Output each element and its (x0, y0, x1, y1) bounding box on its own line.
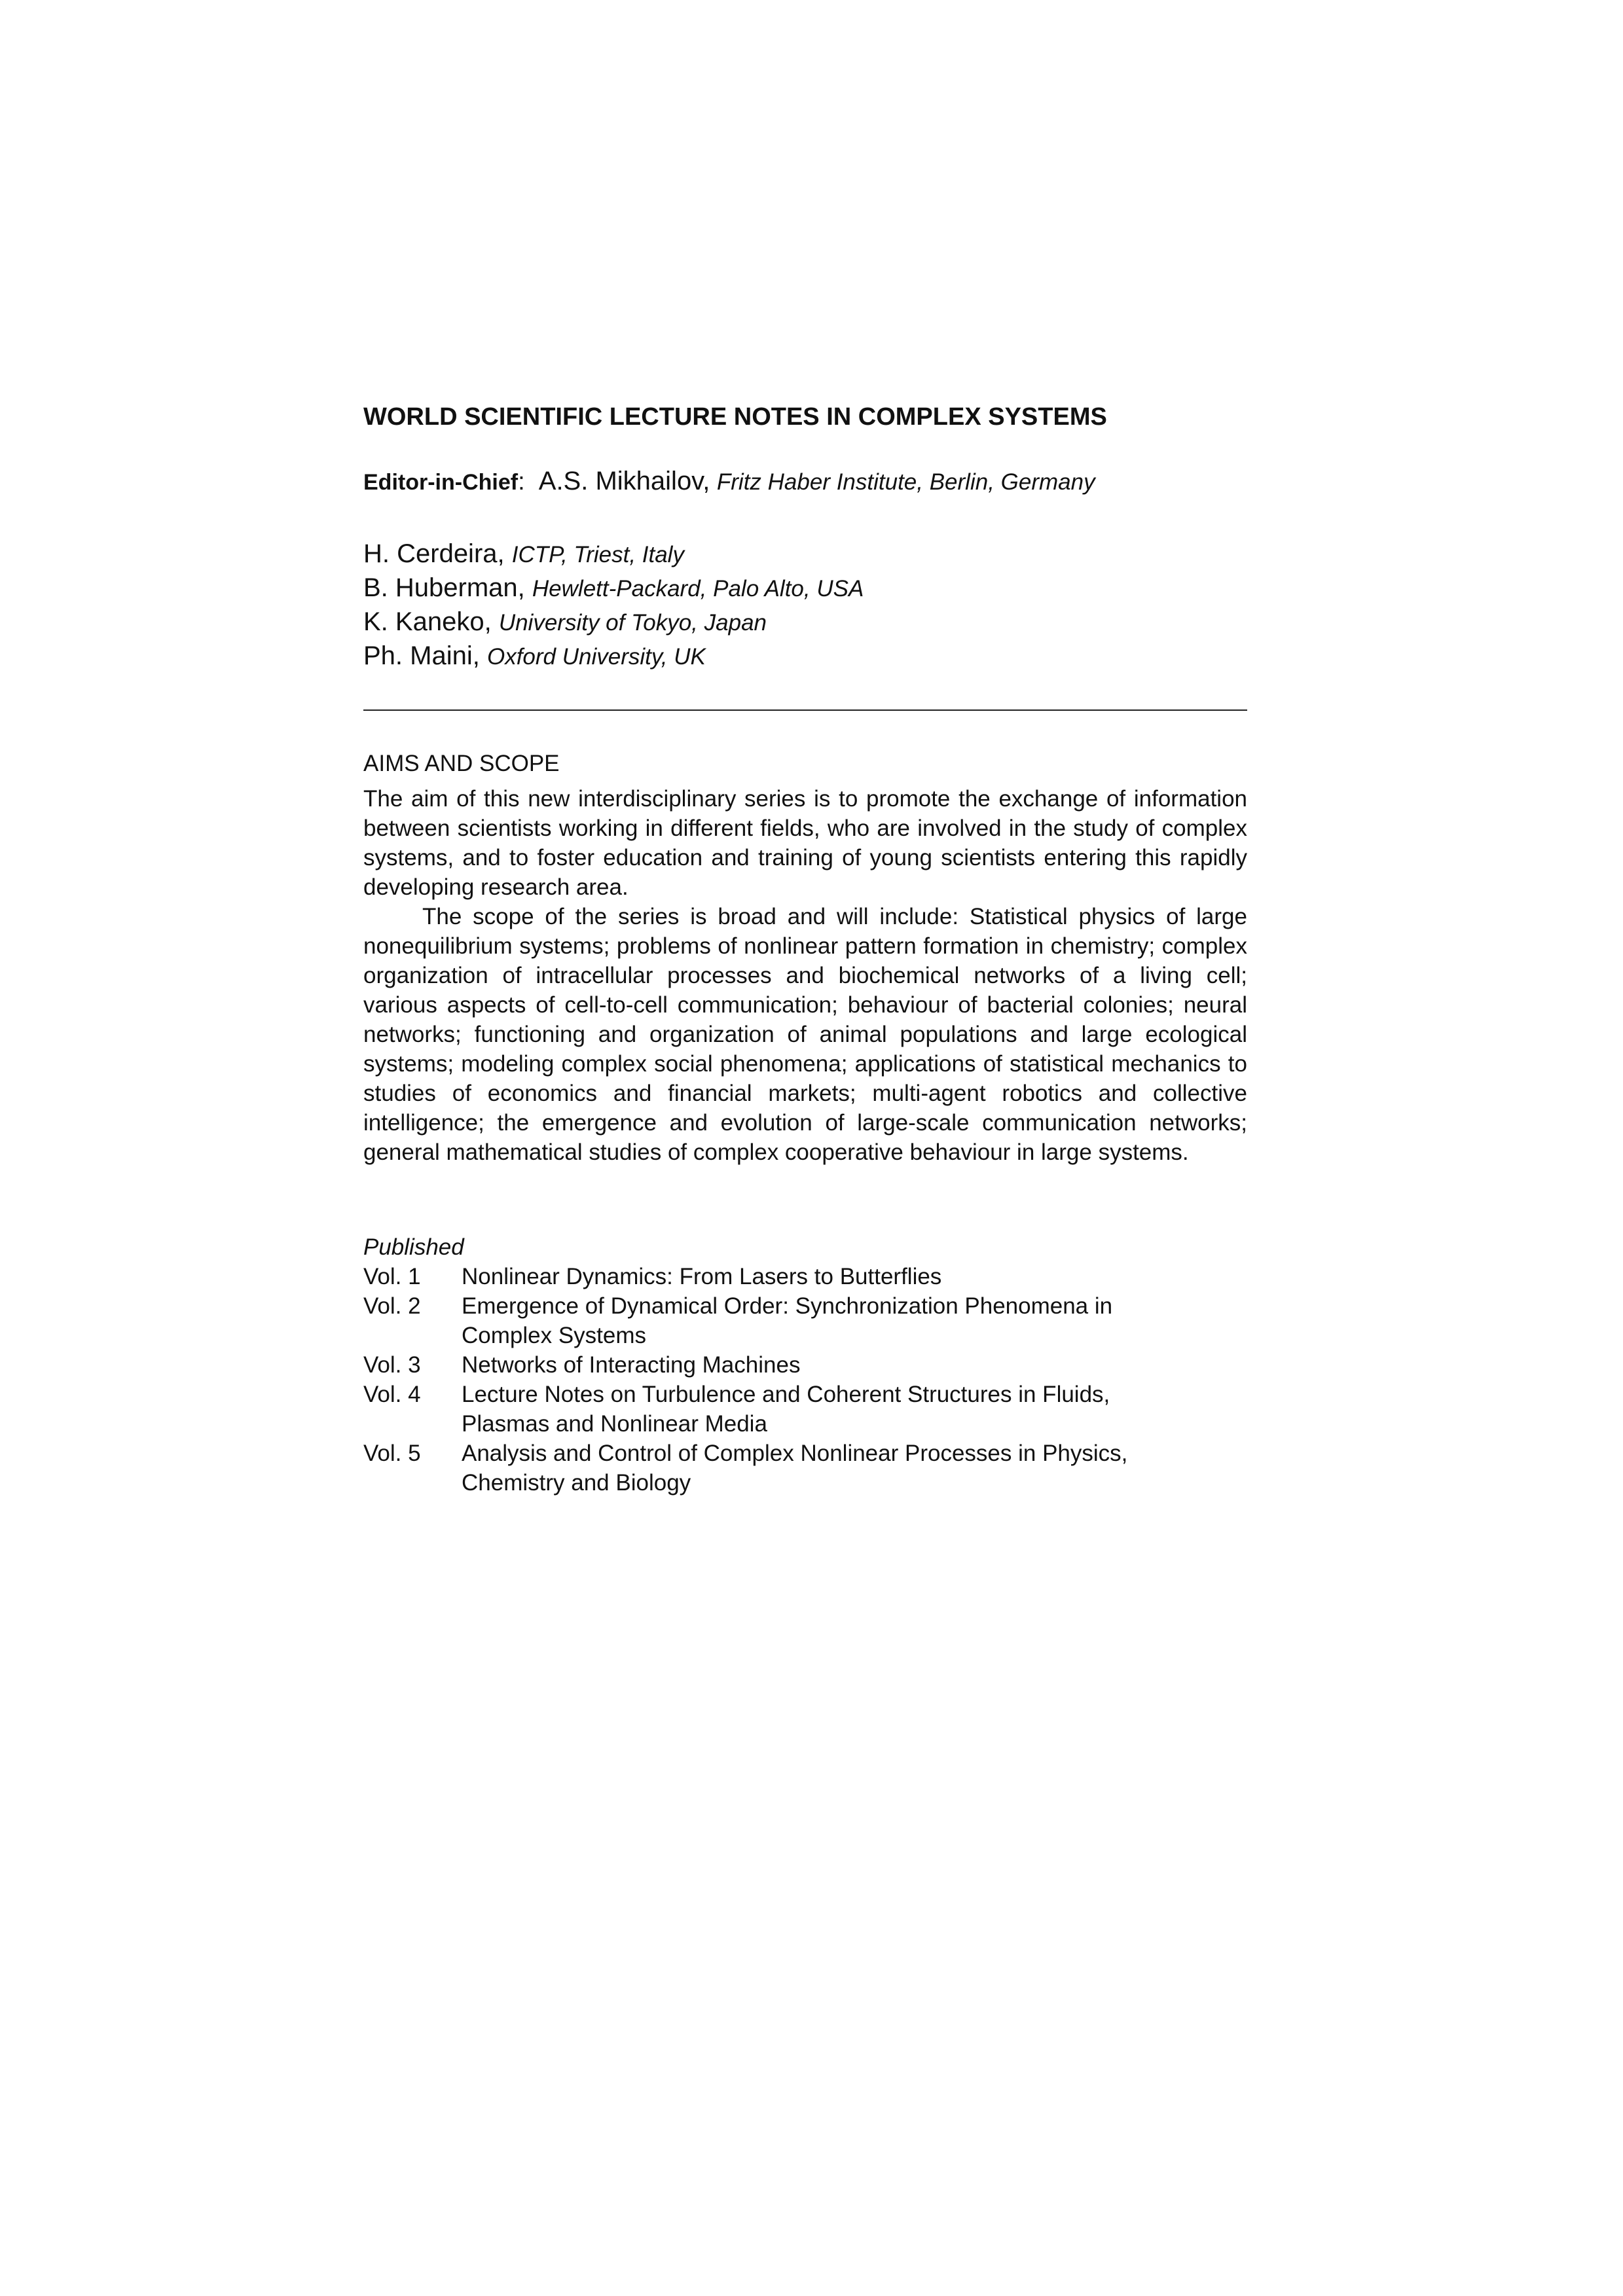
editor-name: H. Cerdeira, (363, 539, 505, 569)
volume-title-line: Analysis and Control of Complex Nonlinear Processes in Physics, (462, 1441, 1128, 1467)
volume-title (462, 1380, 1247, 1439)
aims-paragraph: The aim of this new interdisciplinary series is to promote the exchange of information between scientists working in different fields, who are involved in the study of complex systems, and to foster education and training of young scientists entering this rapidly developing research area. (363, 786, 1247, 901)
volume-title (462, 1291, 1247, 1350)
editor-name: Ph. Maini, (363, 641, 480, 671)
volume-number: Vol. 5 (363, 1441, 421, 1467)
section-divider (363, 709, 1247, 711)
aims-heading: AIMS AND SCOPE (363, 751, 560, 777)
editor-in-chief-separator: : (518, 467, 525, 495)
editor-in-chief (363, 465, 1247, 497)
volume-title-line: Plasmas and Nonlinear Media (462, 1411, 767, 1437)
volume-title-line: Chemistry and Biology (462, 1470, 691, 1496)
editor-affiliation: University of Tokyo, Japan (498, 610, 767, 636)
volume-title-line: Emergence of Dynamical Order: Synchronization Phenomena in (462, 1293, 1113, 1319)
volume-title-line: Nonlinear Dynamics: From Lasers to Butterflies (462, 1264, 942, 1290)
published-heading: Published (363, 1234, 464, 1261)
editors-list (363, 537, 1247, 673)
volume-title-line: Lecture Notes on Turbulence and Coherent Structures in Fluids, (462, 1382, 1110, 1408)
editor-entry (363, 537, 1247, 571)
series-title: WORLD SCIENTIFIC LECTURE NOTES IN COMPLEX SYSTEMS (363, 403, 1107, 431)
volume-title-line: Complex Systems (462, 1323, 647, 1349)
volume-entry (363, 1380, 1247, 1439)
editor-in-chief-affiliation: Fritz Haber Institute, Berlin, Germany (716, 469, 1095, 495)
volume-title (462, 1262, 1247, 1291)
volume-title (462, 1439, 1247, 1498)
volume-number: Vol. 3 (363, 1352, 421, 1378)
editor-name: B. Huberman, (363, 573, 525, 603)
editor-in-chief-name: A.S. Mikhailov, (538, 466, 710, 495)
volume-number: Vol. 2 (363, 1293, 421, 1319)
volume-title-line: Networks of Interacting Machines (462, 1352, 801, 1378)
editor-affiliation: ICTP, Triest, Italy (511, 542, 684, 568)
editor-affiliation: Hewlett-Packard, Palo Alto, USA (532, 576, 864, 602)
volume-entry (363, 1439, 1247, 1498)
volume-number: Vol. 4 (363, 1382, 421, 1408)
volume-number: Vol. 1 (363, 1264, 421, 1290)
editor-entry (363, 639, 1247, 673)
volume-entry (363, 1350, 1247, 1380)
editor-affiliation: Oxford University, UK (486, 644, 706, 670)
page (363, 403, 1247, 1498)
editor-entry (363, 571, 1247, 605)
volume-entry (363, 1291, 1247, 1350)
editor-name: K. Kaneko, (363, 607, 492, 637)
scope-paragraph: The scope of the series is broad and will include: Statistical physics of large nonequilibrium systems; problems of nonlinear pattern formation in chemistry; complex organization of intracellular processes and biochemical networks of a living cell; various aspects of cell-to-cell communication; behaviour of bacterial colonies; neural networks; functioning and organization of animal populations and large ecological systems; modeling complex social phenomena; applications of statistical mechanics to studies of economics and financial markets; multi-agent robotics and collective intelligence; the emergence and evolution of large-scale communication networks; general mathematical studies of complex cooperative behaviour in large systems. (363, 904, 1247, 1166)
editor-entry (363, 605, 1247, 639)
volume-entry (363, 1262, 1247, 1291)
volume-title (462, 1350, 1247, 1380)
editor-in-chief-label: Editor-in-Chief (363, 469, 519, 495)
